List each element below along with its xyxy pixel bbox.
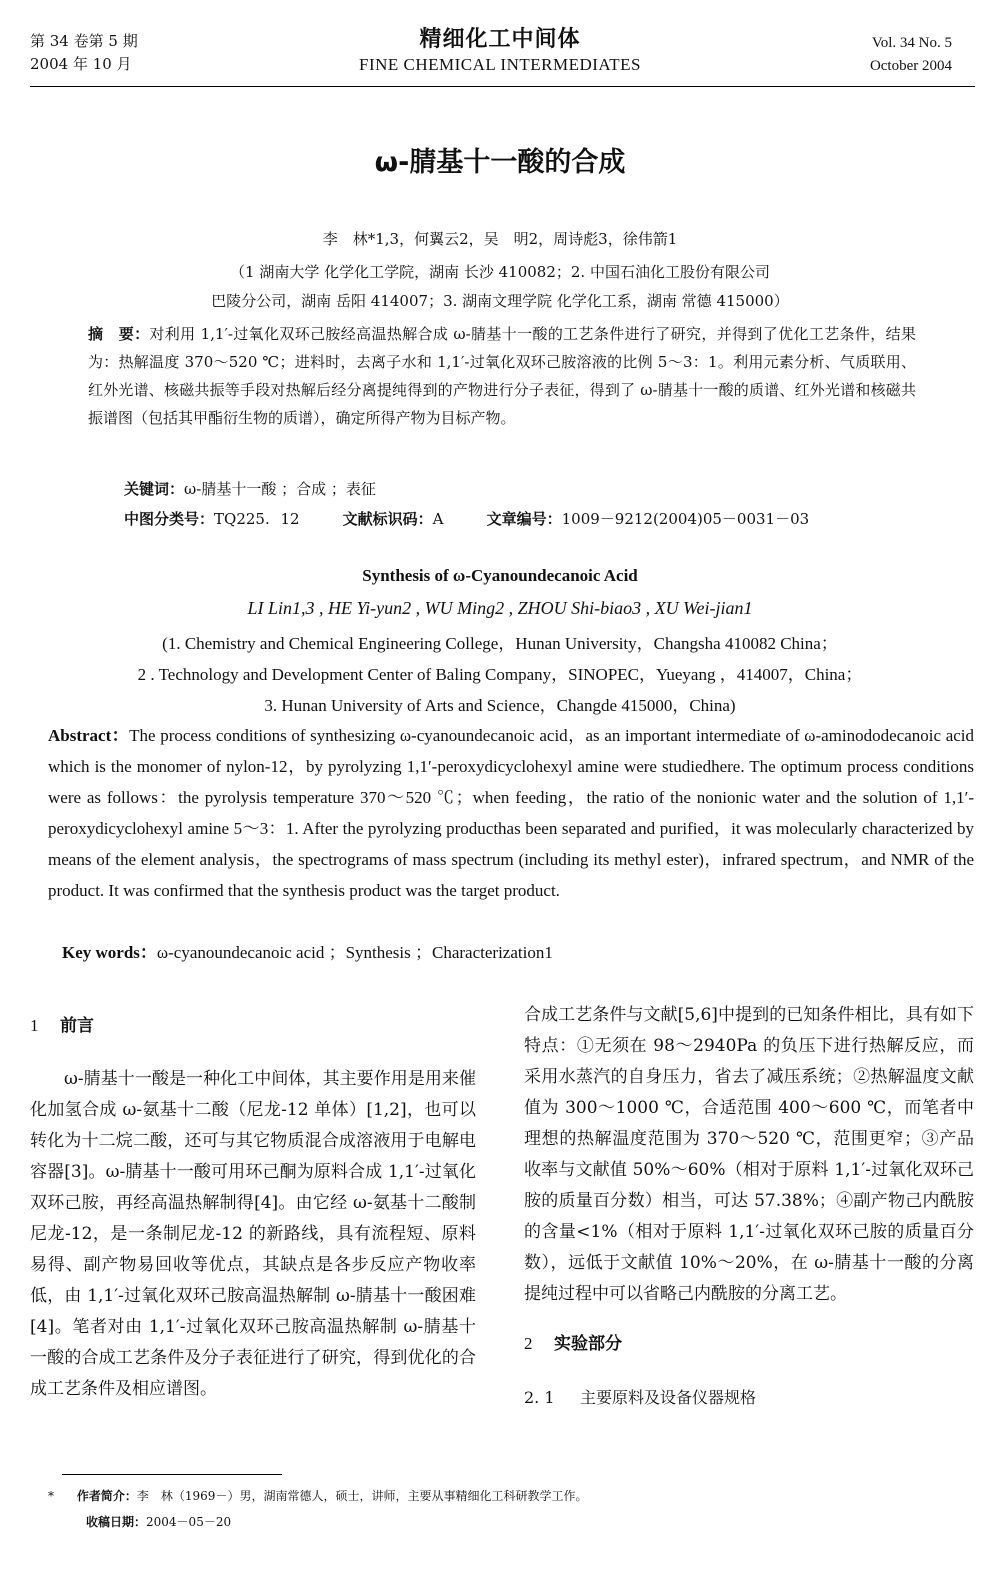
section-title: 实验部分: [554, 1334, 622, 1354]
subsection-title: 主要原料及设备仪器规格: [580, 1388, 757, 1407]
paper-title-en: Synthesis of ω-Cyanoundecanoic Acid: [362, 566, 638, 585]
article-no-value: 1009－9212(2004)05－0031－03: [561, 510, 810, 528]
clc-label: 中图分类号：: [124, 510, 215, 528]
keywords-cn-text: ω-腈基十一酸 ；合成 ；表征: [184, 480, 376, 498]
section-title: 前言: [60, 1016, 94, 1036]
volume-issue-en: Vol. 34 No. 5: [871, 35, 952, 51]
abstract-cn-text: 对利用 1,1′-过氧化双环己胺经高温热解合成 ω-腈基十一酸的工艺条件进行了研究，并得到了优化工艺条件，结果为：热解温度 370～520 ℃；进料时，去离子水和 1,1′-过氧化双环己胺溶液的比例 5～3：1。利用元素分析、气质联用、红外光谱、核磁共振等手段对热解后经分离提纯得到的产物进行分子表征，得到了 ω-腈基十一酸的质谱、红外光谱和核磁共振谱图（包括其甲酯衍生物的质谱），确定所得产物为目标产物。: [88, 325, 916, 427]
bio-text: 李 林（1969－）男，湖南常德人，硕士，讲师，主要从事精细化工科研教学工作。: [136, 1489, 588, 1503]
keywords-en: [62, 938, 553, 963]
journal-name-en: FINE CHEMICAL INTERMEDIATES: [358, 55, 642, 74]
abstract-en: [48, 720, 974, 906]
date-en: October 2004: [869, 58, 952, 74]
affiliation-cn-line: （1 湖南大学 化学化工学院，湖南 长沙 410082；2. 中国石油化工股份有限公司: [230, 263, 770, 281]
journal-name-cn: 精细化工中间体: [419, 27, 581, 52]
clc-value: TQ225. 12: [214, 510, 300, 528]
footnote-received: [86, 1510, 231, 1535]
section-number: 2: [524, 1334, 533, 1353]
article-no-label: 文章编号：: [486, 510, 562, 528]
affiliation-en-line: 2 . Technology and Development Center of Baling Company，SINOPEC，Yueyang ，414007，China；: [137, 665, 863, 684]
body-paragraph: 合成工艺条件与文献[5,6]中提到的已知条件相比，具有如下特点：①无须在 98～2940Pa 的负压下进行热解反应，而采用水蒸汽的自身压力，省去了减压系统；②热解温度文献值为 300～1000 ℃，合适范围 400～600 ℃，而笔者中理想的热解温度范围为 370～520 ℃，范围更窄；③产品收率与文献值 50%～60%（相对于原料 1,1′-过氧化双环己胺的质量百分数）相当，可达 57.38%；④副产物己内酰胺的含量<1%（相对于原料 1,1′-过氧化双环己胺的质量百分数），远低于文献值 10%～20%，在 ω-腈基十一酸的分离提纯过程中可以省略己内酰胺的分离工艺。: [524, 1005, 974, 1304]
footnote-rule: [62, 1474, 282, 1475]
date-cn: 2004 年 10 月: [30, 55, 132, 73]
affiliation-cn: [60, 258, 940, 316]
affiliation-en: [40, 628, 960, 721]
keywords-en-text: ω-cyanoundecanoic acid ；Synthesis ；Characterization1: [156, 943, 553, 962]
doc-code-label: 文献标识码：: [342, 510, 433, 528]
section-number: 1: [30, 1016, 39, 1035]
authors-cn: 李 林*1,3，何翼云2，吴 明2，周诗彪3，徐伟箭1: [322, 230, 678, 248]
bio-label: 作者简介：: [76, 1489, 137, 1503]
body-paragraph: ω-腈基十一酸是一种化工中间体，其主要作用是用来催化加氢合成 ω-氨基十二酸（尼龙-12 单体）[1,2]，也可以转化为十二烷二酸，还可与其它物质混合成溶液用于电解电容器[3]。ω-腈基十一酸可用环己酮为原料合成 1,1′-过氧化双环己胺，再经高温热解制得[4]。由它经 ω-氨基十二酸制尼龙-12，是一条制尼龙-12 的新路线，具有流程短、原料易得、副产物易回收等优点，其缺点是各步反应产物收率低，由 1,1′-过氧化双环己胺高温热解制 ω-腈基十一酸困难[4]。笔者对由 1,1′-过氧化双环己胺高温热解制 ω-腈基十一酸的合成工艺条件及分子表征进行了研究，得到优化的合成工艺条件及相应谱图。: [30, 1069, 476, 1399]
doc-code-value: A: [432, 510, 444, 528]
section-heading: [524, 1328, 974, 1360]
section-heading: [30, 1010, 476, 1042]
paper-title-cn: ω-腈基十一酸的合成: [374, 147, 626, 178]
abstract-en-text: The process conditions of synthesizing ω-cyanoundecanoic acid，as an important intermediate of ω-aminododecanoic acid which is the monomer of nylon-12，by pyrolyzing 1,1′-peroxydicyclohexyl amine were studiedhere. The optimum process conditions were as follows：the pyrolysis temperature 370～520 ℃；when feeding，the ratio of the nonionic water and the solution of 1,1′-peroxydicyclohexyl amine 5～3：1. After the pyrolyzing producthas been separated and purified，it was molecularly characterized by means of the element analysis，the spectrograms of mass spectrum (including its methyl ester)，infrared spectrum，and NMR of the product. It was confirmed that the synthesis product was the target product.: [48, 726, 975, 900]
keywords-en-label: Key words：: [62, 943, 157, 962]
classification-cn: [124, 508, 809, 529]
keywords-cn-label: 关键词：: [124, 480, 185, 498]
affiliation-en-line: 3. Hunan University of Arts and Science，Changde 415000，China): [264, 696, 736, 715]
received-label: 收稿日期：: [86, 1515, 147, 1529]
body-column-right: [524, 1000, 974, 1413]
authors-en: LI Lin1,3 , HE Yi-yun2 , WU Ming2 , ZHOU Shi-biao3 , XU Wei-jian1: [247, 598, 753, 618]
journal-issue-en: [870, 32, 952, 78]
footnote-marker: *: [48, 1489, 54, 1503]
footnote-bio: [48, 1484, 587, 1509]
keywords-cn: [124, 478, 376, 499]
abstract-cn-label: 摘 要：: [88, 325, 150, 343]
subsection-number: 2. 1: [524, 1388, 555, 1407]
journal-name: [0, 22, 1000, 75]
abstract-en-label: Abstract：: [48, 726, 130, 745]
affiliation-en-line: (1. Chemistry and Chemical Engineering College，Hunan University，Changsha 410082 China；: [162, 634, 838, 653]
affiliation-cn-line: 巴陵分公司，湖南 岳阳 414007；3. 湖南文理学院 化学化工系，湖南 常德 415000）: [211, 292, 789, 310]
volume-issue-cn: 第 34 卷第 5 期: [30, 32, 138, 50]
received-date: 2004－05－20: [146, 1515, 232, 1529]
abstract-cn: [88, 320, 916, 432]
subsection-heading: [524, 1382, 974, 1413]
header-rule: [30, 86, 975, 87]
body-column-left: [30, 1010, 476, 1405]
